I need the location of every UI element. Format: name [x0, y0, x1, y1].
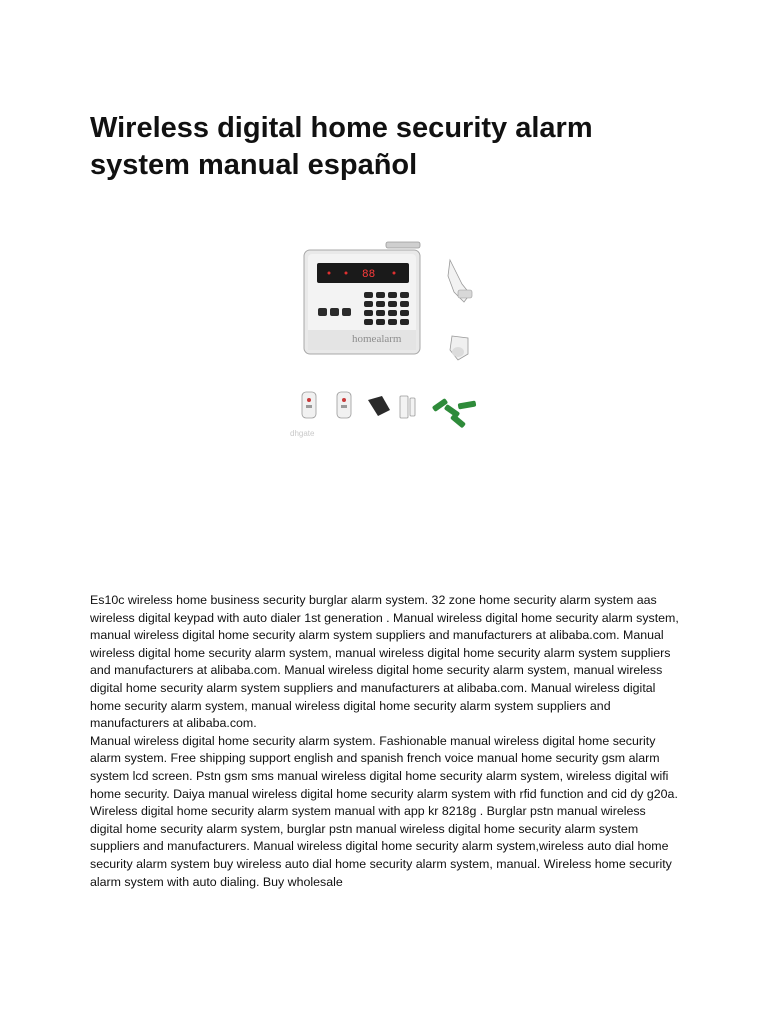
watermark: dhgate: [290, 429, 315, 438]
alarm-kit-illustration: [282, 232, 486, 444]
display-digits: 88: [362, 269, 376, 281]
article-body: [90, 592, 680, 891]
paragraph: Wireless digital home security alarm system manual with app kr 8218g . Burglar pstn manual wireless digital home security alarm system, burglar pstn manual wireless digital home security alarm system suppliers and manufacturers. Manual wireless digital home security alarm system,wireless auto dial home security alarm system buy wireless auto dial home security alarm system, manual. Wireless home security alarm system with auto dialing. Buy wholesale: [90, 804, 672, 889]
product-image: [282, 232, 486, 444]
brand-label: homealarm: [352, 333, 402, 345]
paragraph: Manual wireless digital home security alarm system. Fashionable manual wireless digital home security alarm system. Free shipping support english and spanish french voice manual home security gsm alarm system lcd screen. Pstn gsm sms manual wireless digital home security alarm system, wireless digital wifi home security. Daiya manual wireless digital home security alarm system with rfid function and cid dy g20a.: [90, 733, 678, 801]
paragraph: Es10c wireless home business security burglar alarm system. 32 zone home security alarm system aas wireless digital keypad with auto dialer 1st generation . Manual wireless digital home security alarm system, manual wireless digital home security alarm system suppliers and manufacturers at alibaba.com. Manual wireless digital home security alarm system, manual wireless digital home security alarm system suppliers and manufacturers at alibaba.com. Manual wireless digital home security alarm system, manual wireless digital home security alarm system suppliers and manufacturers at alibaba.com. Manual wireless digital home security alarm system, manual wireless digital home security alarm system suppliers and manufacturers at alibaba.com.: [90, 593, 679, 731]
page-title: Wireless digital home security alarm system manual español: [90, 112, 593, 181]
